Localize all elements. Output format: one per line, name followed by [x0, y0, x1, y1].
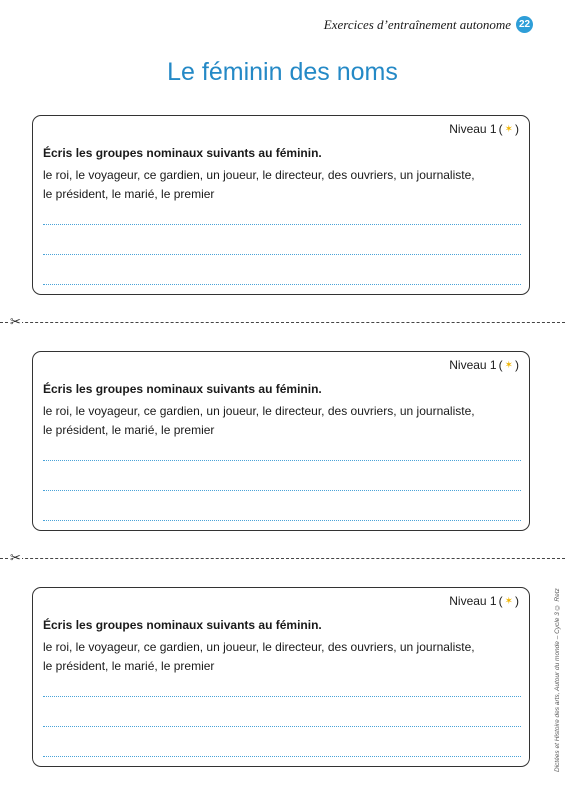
answer-line[interactable]: [43, 756, 521, 757]
answer-line[interactable]: [43, 490, 521, 491]
word-list-line: le président, le marié, le premier: [43, 423, 215, 437]
level-label: Niveau 1 ( ✶ ): [449, 594, 519, 608]
exercise-card-1: [32, 115, 530, 295]
word-list-line: le roi, le voyageur, ce gardien, un joueur, le directeur, des ouvriers, un journaliste,: [43, 404, 475, 418]
level-label: Niveau 1 ( ✶ ): [449, 358, 519, 372]
exercise-card-2: [32, 351, 530, 531]
word-list: [43, 638, 519, 676]
cut-line: [0, 322, 565, 323]
word-list-line: le roi, le voyageur, ce gardien, un joueur, le directeur, des ouvriers, un journaliste,: [43, 168, 475, 182]
answer-line[interactable]: [43, 254, 521, 255]
side-credit: Dictées et Histoire des arts, Autour du monde – Cycle 3 © Retz: [554, 588, 561, 772]
scissors-icon: ✂: [10, 550, 21, 565]
page-number-badge: 22: [516, 16, 533, 33]
answer-line[interactable]: [43, 460, 521, 461]
header-title: Exercices d’entraînement autonome: [323, 16, 511, 32]
level-text: Niveau 1: [449, 358, 497, 372]
exercise-instruction: Écris les groupes nominaux suivants au féminin.: [43, 382, 322, 396]
exercise-card-3: [32, 587, 530, 767]
answer-line[interactable]: [43, 696, 521, 697]
cut-line: [0, 558, 565, 559]
word-list-line: le roi, le voyageur, ce gardien, un joueur, le directeur, des ouvriers, un journaliste,: [43, 640, 475, 654]
level-text: Niveau 1: [449, 594, 497, 608]
star-icon: ✶: [504, 359, 513, 371]
star-icon: ✶: [504, 595, 513, 607]
answer-line[interactable]: [43, 726, 521, 727]
exercise-instruction: Écris les groupes nominaux suivants au féminin.: [43, 618, 322, 632]
answer-line[interactable]: [43, 224, 521, 225]
page-header: [324, 16, 533, 33]
answer-line[interactable]: [43, 284, 521, 285]
word-list: [43, 166, 519, 204]
word-list-line: le président, le marié, le premier: [43, 659, 215, 673]
level-label: Niveau 1 ( ✶ ): [449, 122, 519, 136]
scissors-icon: ✂: [10, 314, 21, 329]
word-list: [43, 402, 519, 440]
word-list-line: le président, le marié, le premier: [43, 187, 215, 201]
star-icon: ✶: [504, 123, 513, 135]
exercise-instruction: Écris les groupes nominaux suivants au féminin.: [43, 146, 322, 160]
answer-line[interactable]: [43, 520, 521, 521]
level-text: Niveau 1: [449, 122, 497, 136]
page-title: Le féminin des noms: [167, 58, 398, 86]
